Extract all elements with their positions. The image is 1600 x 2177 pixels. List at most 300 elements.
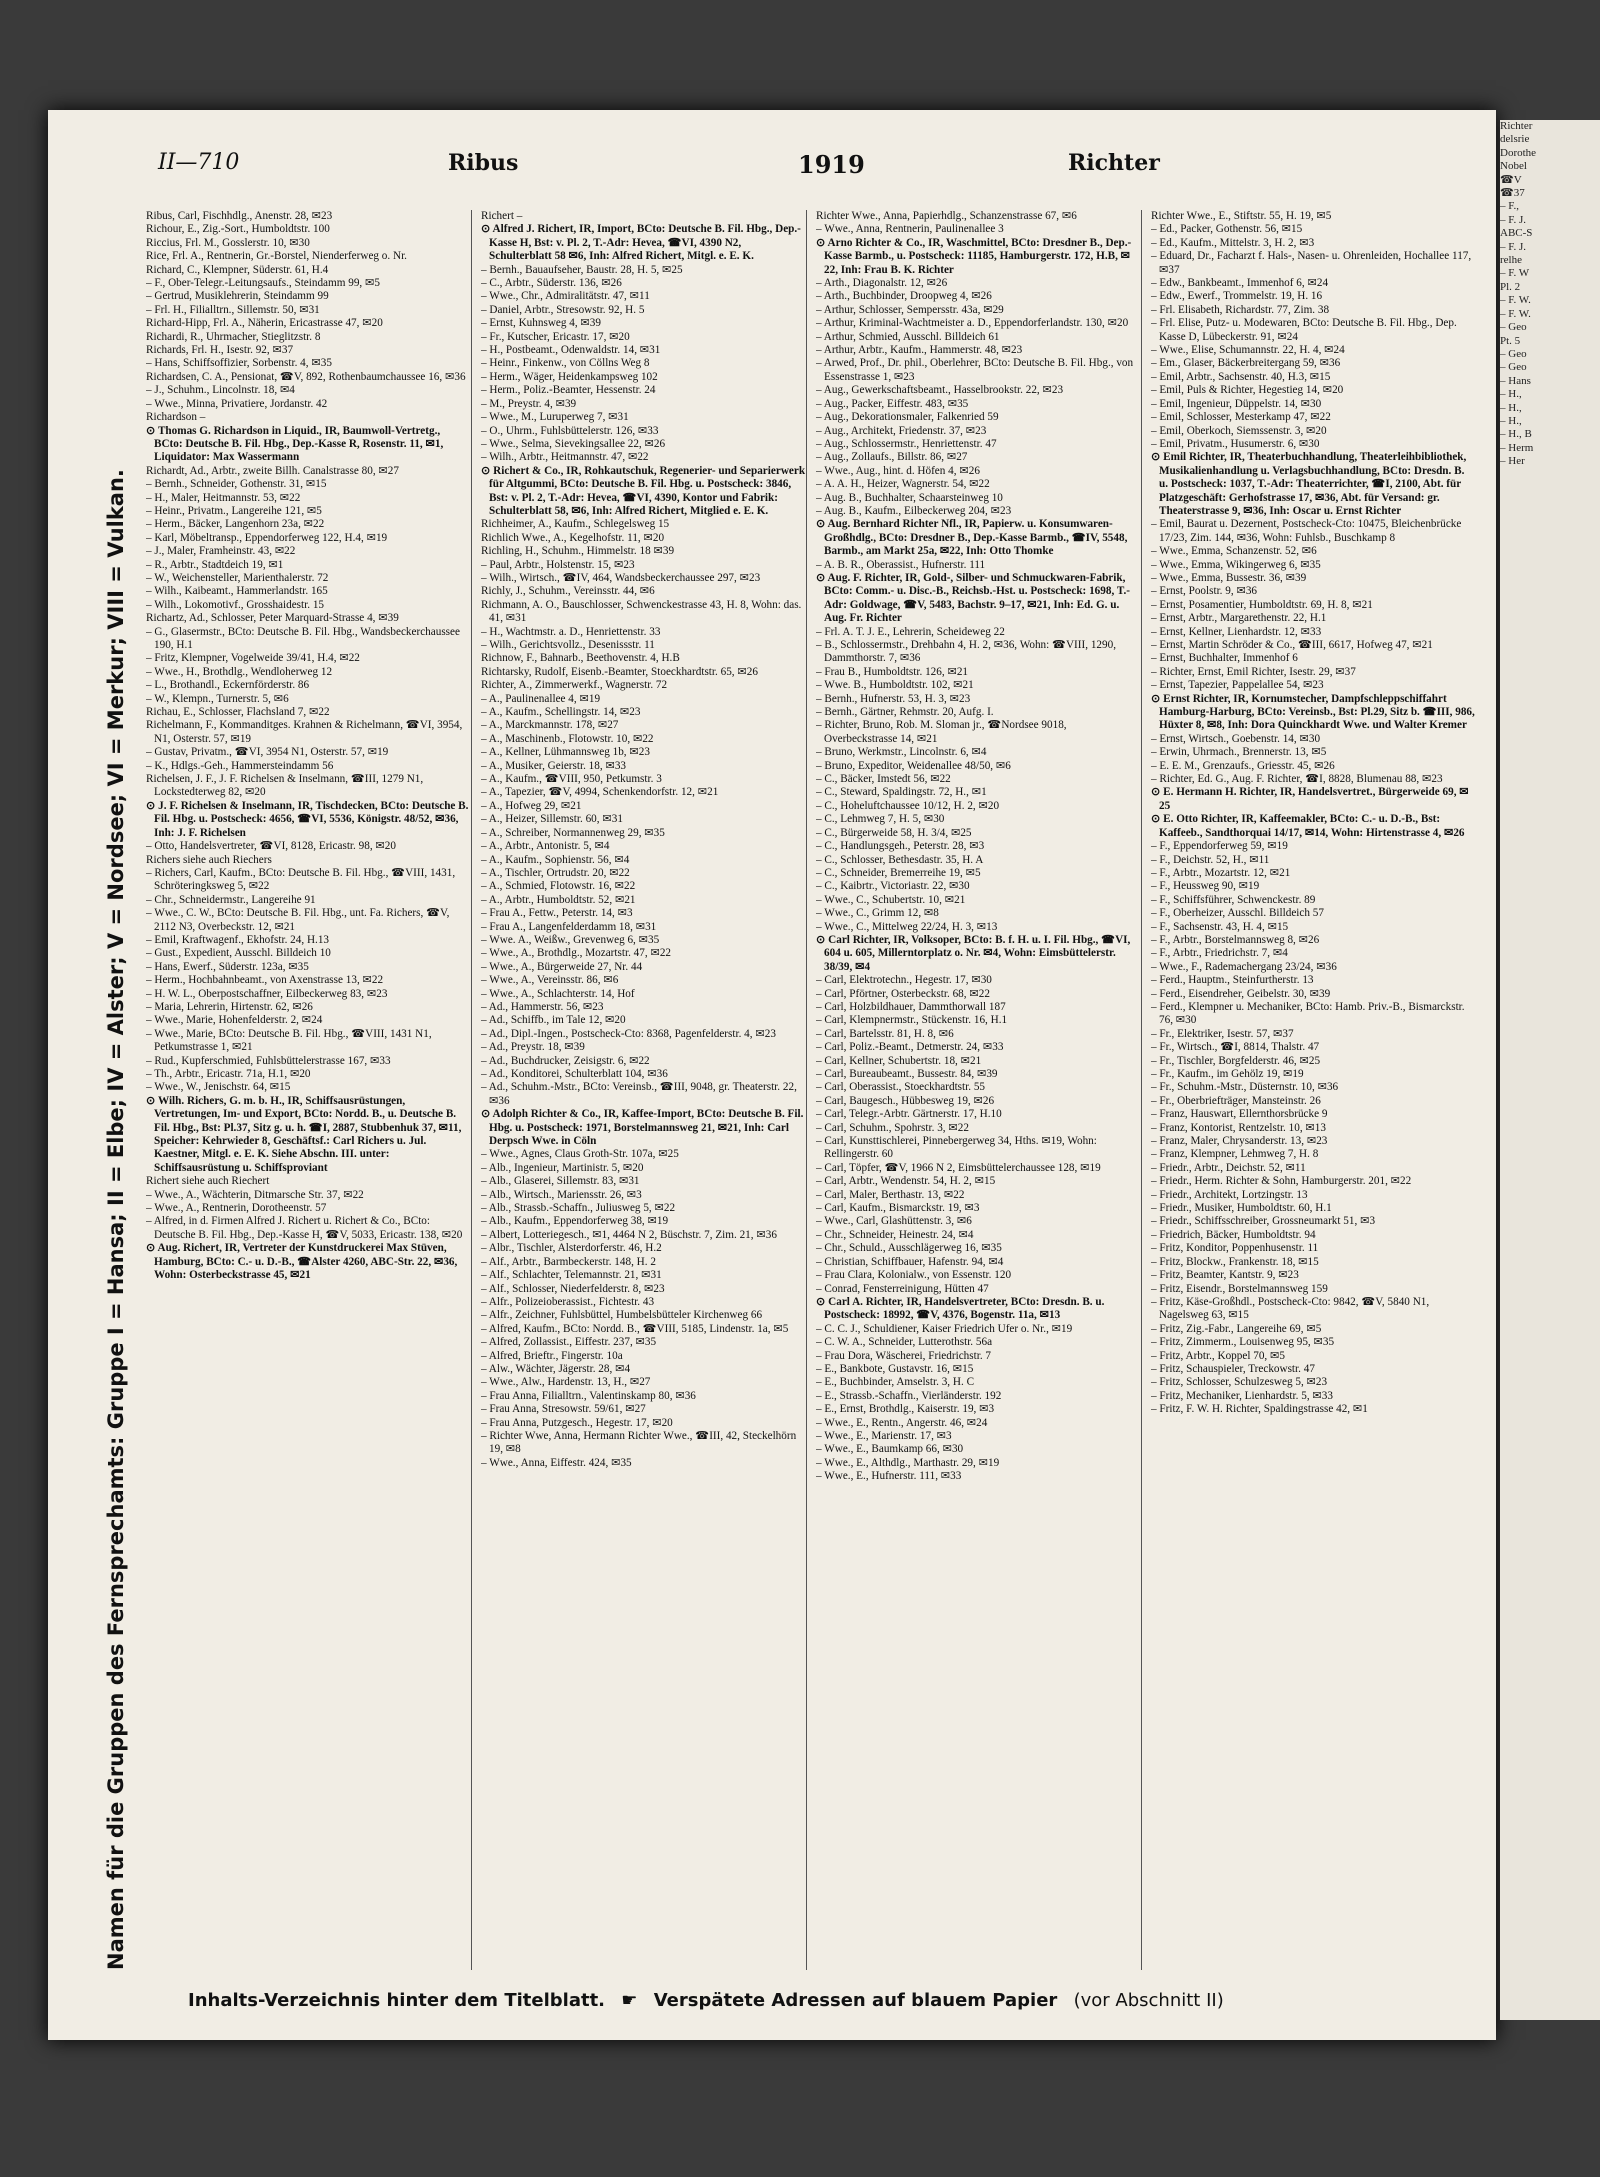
- directory-entry: ⊙ Alfred J. Richert, IR, Import, BCto: Deutsche B. Fil. Hbg., Dep.-Kasse H, Bst: v. Pl. 2, T.-Adr: Hevea, ☎VI, 4390 N2, Schulterblatt 58 ✉6, Inh: Alfred Richert, Mitgl. e. E. K.: [481, 223, 801, 263]
- next-page-fragment: – Herm: [1500, 441, 1534, 454]
- directory-entry: – Fritz, Konditor, Poppenhusenstr. 11: [1151, 1242, 1319, 1255]
- directory-entry: – E., Strassb.-Schaffn., Vierländerstr. 192: [816, 1389, 1002, 1402]
- directory-entry: – Edw., Bankbeamt., Immenhof 6, ✉24: [1151, 277, 1329, 290]
- directory-entry: – E., Ernst, Brothdlg., Kaiserstr. 19, ✉3: [816, 1403, 995, 1416]
- directory-entry: – Arthur, Schlosser, Sempersstr. 43a, ✉29: [816, 303, 1004, 316]
- directory-entry: – E., Buchbinder, Amselstr. 3, H. C: [816, 1376, 975, 1389]
- directory-entry: – Ernst, Kellner, Lienhardstr. 12, ✉33: [1151, 625, 1322, 638]
- directory-entry: – Gustav, Privatm., ☎VI, 3954 N1, Osterstr. 57, ✉19: [146, 746, 389, 759]
- directory-entry: – Wwe., Aug., hint. d. Höfen 4, ✉26: [816, 464, 980, 477]
- directory-entry: – Herm., Wäger, Heidenkampsweg 102: [481, 370, 658, 383]
- directory-page: [48, 110, 1496, 2040]
- directory-entry: – Ernst, Wirtsch., Goebenstr. 14, ✉30: [1151, 732, 1321, 745]
- directory-entry: – Wwe., F., Rademachergang 23/24, ✉36: [1151, 960, 1337, 973]
- directory-entry: – A., Marckmannstr. 178, ✉27: [481, 719, 619, 732]
- directory-entry: – Richter, Ed. G., Aug. F. Richter, ☎I, 8828, Blumenau 88, ✉23: [1151, 773, 1443, 786]
- directory-entry: – A., Paulinenallee 4, ✉19: [481, 692, 601, 705]
- directory-entry: Riccius, Frl. M., Gosslerstr. 10, ✉30: [146, 236, 310, 249]
- directory-entry: – J., Maler, Framheinstr. 43, ✉22: [146, 545, 296, 558]
- directory-entry: ⊙ Carl Richter, IR, Volksoper, BCto: B. f. H. u. I. Fil. Hbg., ☎VI, 604 u. 605, Millerntorplatz o. Nr. ✉4, Wohn: Eimsbüttelerstr. 38/39, ✉4: [816, 933, 1131, 973]
- directory-entry: – K., Hdlgs.-Geh., Hammersteindamm 56: [146, 759, 334, 772]
- directory-entry: – Friedr., Musiker, Humboldtstr. 60, H.1: [1151, 1202, 1332, 1215]
- directory-entry: – Alfred, Kaufm., BCto: Nordd. B., ☎VIII, 5185, Lindenstr. 1a, ✉5: [481, 1322, 789, 1335]
- directory-entry: – Ferd., Hauptm., Steinfurtherstr. 13: [1151, 974, 1314, 987]
- directory-entry: ⊙ J. F. Richelsen & Inselmann, IR, Tischdecken, BCto: Deutsche B. Fil. Hbg. u. Postscheck: 4656, ☎VI, 5536, Königstr. 48/52, ✉36, Inh: J. F. Richelsen: [146, 799, 469, 839]
- directory-entry: – Paul, Arbtr., Holstenstr. 15, ✉23: [481, 558, 635, 571]
- directory-entry: – Franz, Hauswart, Ellernthorsbrücke 9: [1151, 1108, 1328, 1121]
- directory-entry: – Fritz, Schlosser, Schulzesweg 5, ✉23: [1151, 1376, 1328, 1389]
- directory-entry: – Wwe., Emma, Bussestr. 36, ✉39: [1151, 571, 1307, 584]
- directory-entry: – Wwe., A., Vereinsstr. 86, ✉6: [481, 974, 619, 987]
- directory-entry: – Arth., Buchbinder, Droopweg 4, ✉26: [816, 290, 992, 303]
- directory-entry: – Wwe., Anna, Eiffestr. 424, ✉35: [481, 1456, 632, 1469]
- directory-entry: – Wwe., Carl, Glashüttenstr. 3, ✉6: [816, 1215, 972, 1228]
- directory-entry: – Ernst, Kuhnsweg 4, ✉39: [481, 317, 601, 330]
- next-page-fragment: – F. W.: [1500, 294, 1531, 307]
- directory-entry: – A., Tischler, Ortrudstr. 20, ✉22: [481, 866, 630, 879]
- directory-entry: – Fr., Wirtsch., ☎I, 8814, Thalstr. 47: [1151, 1041, 1320, 1054]
- directory-entry: – C., Steward, Spaldingstr. 72, H., ✉1: [816, 786, 987, 799]
- directory-entry: – Alf., Schlosser, Niederfelderstr. 8, ✉23: [481, 1282, 665, 1295]
- directory-entry: – Aug., Architekt, Friedenstr. 37, ✉23: [816, 424, 987, 437]
- next-page-fragment: – F. J.: [1500, 213, 1527, 226]
- directory-entry: ⊙ Ernst Richter, IR, Kornumstecher, Dampfschleppschiffahrt Hamburg-Harburg, BCto: Vereinsb., Bst: Pl.29, Sitz b. ☎III, 986, Hüxter 8, ✉8, Inh: Dora Quinckhardt Wwe. und Walter Kremer: [1151, 692, 1475, 732]
- directory-entry: – A., Kaufm., ☎VIII, 950, Petkumstr. 3: [481, 773, 662, 786]
- directory-entry: Richlich Wwe., A., Kegelhofstr. 11, ✉20: [481, 531, 665, 544]
- next-page-fragment: – Geo: [1500, 361, 1527, 374]
- directory-entry: – Frl. Elise, Putz- u. Modewaren, BCto: Deutsche B. Fil. Hbg., Dep. Kasse D, Lübeckerstr. 91, ✉24: [1151, 317, 1457, 343]
- directory-entry: ⊙ E. Otto Richter, IR, Kaffeemakler, BCto: C.- u. D.-B., Bst: Kaffeeb., Sandthorquai 14/17, ✉14, Wohn: Hirtenstrasse 4, ✉26: [1151, 813, 1465, 839]
- directory-entry: – Wwe., E., Rentn., Angerstr. 46, ✉24: [816, 1416, 988, 1429]
- directory-entry: – F., Arbtr., Friedrichstr. 7, ✉4: [1151, 947, 1288, 960]
- directory-entry: – Chr., Schneider, Heinestr. 24, ✉4: [816, 1228, 974, 1241]
- directory-entry: – A., Schreiber, Normannenweg 29, ✉35: [481, 826, 665, 839]
- directory-entry: – Ernst, Posamentier, Humboldtstr. 69, H. 8, ✉21: [1151, 598, 1373, 611]
- directory-entry: – O., Uhrm., Fuhlsbüttelerstr. 126, ✉33: [481, 424, 659, 437]
- directory-entry: – Chr., Schneidermstr., Langereihe 91: [146, 893, 316, 906]
- directory-entry: – Rud., Kupferschmied, Fuhlsbüttelerstrasse 167, ✉33: [146, 1054, 391, 1067]
- directory-column-2: [481, 210, 807, 1970]
- directory-entry: – Emil, Ingenieur, Düppelstr. 14, ✉30: [1151, 397, 1322, 410]
- directory-entry: ⊙ Emil Richter, IR, Theaterbuchhandlung, Theaterleihbibliothek, Musikalienhandlung u. Verlagsbuchhandlung, BCto: Dresdn. B. u. Postscheck: 1037, T.-Adr: Theaterrichter, ☎I, 2100, Abt. für Platzgeschäft: Gerhofstrasse 17, ✉36, Abt. für Versand: gr. Theaterstrasse 9, ✉36, Inh: Oscar u. Ernst Richter: [1151, 451, 1467, 517]
- directory-entry: – Fr., Schuhm.-Mstr., Düsternstr. 10, ✉36: [1151, 1081, 1339, 1094]
- directory-entry: – C., Bürgerweide 58, H. 3/4, ✉25: [816, 826, 972, 839]
- directory-entry: – Emil, Oberkoch, Siemssenstr. 3, ✉20: [1151, 424, 1327, 437]
- directory-entry: – Franz, Maler, Chrysanderstr. 13, ✉23: [1151, 1135, 1328, 1148]
- directory-entry: – C., Schlosser, Bethesdastr. 35, H. A: [816, 853, 984, 866]
- directory-entry: – Ad., Hammerstr. 56, ✉23: [481, 1000, 604, 1013]
- next-page-fragment: ☎V: [1500, 173, 1522, 186]
- directory-entry: – Arthur, Schmied, Ausschl. Billdeich 61: [816, 330, 1000, 343]
- directory-entry: – Wwe., A., Schlachterstr. 14, Hof: [481, 987, 635, 1000]
- directory-entry: – F., Heussweg 90, ✉19: [1151, 880, 1260, 893]
- directory-entry: – Bruno, Werkmstr., Lincolnstr. 6, ✉4: [816, 746, 987, 759]
- next-page-fragment: – H., B: [1500, 428, 1532, 441]
- directory-entry: Ribus, Carl, Fischhdlg., Anenstr. 28, ✉23: [146, 210, 333, 222]
- directory-column-4: [1151, 210, 1476, 1970]
- directory-entry: – Fritz, Beamter, Kantstr. 9, ✉23: [1151, 1269, 1299, 1282]
- directory-entry: – Wwe., C., Schubertstr. 10, ✉21: [816, 893, 966, 906]
- next-page-fragment: – Geo: [1500, 347, 1527, 360]
- directory-entry: – Carl, Elektrotechn., Hegestr. 17, ✉30: [816, 974, 992, 987]
- directory-entry: – Carl, Kunsttischlerei, Pinnebergerweg 34, Hths. ✉19, Wohn: Rellingerstr. 60: [816, 1135, 1097, 1161]
- directory-entry: – Carl, Schuhm., Spohrstr. 3, ✉22: [816, 1121, 969, 1134]
- directory-entry: Richheimer, A., Kaufm., Schlegelsweg 15: [481, 518, 670, 531]
- directory-entry: Richardi, R., Uhrmacher, Stieglitzstr. 8: [146, 330, 321, 343]
- directory-entry: – Alb., Strassb.-Schaffn., Juliusweg 5, ✉22: [481, 1202, 676, 1215]
- directory-entry: – Fr., Oberbriefträger, Mansteinstr. 26: [1151, 1094, 1321, 1107]
- directory-entry: – Friedr., Architekt, Lortzingstr. 13: [1151, 1188, 1308, 1201]
- directory-entry: – H., Postbeamt., Odenwaldstr. 14, ✉31: [481, 344, 661, 357]
- directory-entry: – Th., Arbtr., Ericastr. 71a, H.1, ✉20: [146, 1068, 311, 1080]
- directory-entry: – Alfred, Brieftr., Fingerstr. 10a: [481, 1349, 623, 1362]
- directory-entry: – A., Heizer, Sillemstr. 60, ✉31: [481, 813, 623, 826]
- directory-entry: – Carl, Baugesch., Hübbesweg 19, ✉26: [816, 1094, 995, 1107]
- directory-entry: – Wwe., C., Grimm 12, ✉8: [816, 907, 939, 920]
- directory-entry: – A. A. H., Heizer, Wagnerstr. 54, ✉22: [816, 478, 990, 491]
- directory-entry: – Emil, Puls & Richter, Hegestieg 14, ✉20: [1151, 384, 1344, 397]
- directory-entry: – Wwe., Selma, Sievekingsallee 22, ✉26: [481, 437, 666, 450]
- directory-entry: – A., Hofweg 29, ✉21: [481, 799, 582, 812]
- directory-entry: – Daniel, Arbtr., Stresowstr. 92, H. 5: [481, 303, 645, 316]
- directory-entry: – Bernh., Hufnerstr. 53, H. 3, ✉23: [816, 692, 971, 705]
- directory-entry: – Emil, Kraftwagenf., Ekhofstr. 24, H.13: [146, 933, 330, 946]
- directory-entry: – Wwe., M., Luruperweg 7, ✉31: [481, 411, 629, 424]
- directory-entry: – G., Glasermstr., BCto: Deutsche B. Fil. Hbg., Wandsbeckerchaussee 190, H.1: [146, 625, 460, 651]
- directory-entry: – Herm., Poliz.-Beamter, Hessenstr. 24: [481, 384, 656, 397]
- directory-entry: – Fritz, Zig.-Fabr., Langereihe 69, ✉5: [1151, 1322, 1322, 1335]
- directory-entry: – Albr., Tischler, Alsterdorferstr. 46, H.2: [481, 1242, 662, 1255]
- directory-entry: – Wwe., Marie, Hohenfelderstr. 2, ✉24: [146, 1014, 323, 1027]
- directory-entry: – Frau A., Fettw., Peterstr. 14, ✉3: [481, 907, 633, 920]
- directory-entry: – Richter Wwe, Anna, Hermann Richter Wwe., ☎III, 42, Steckelhörn 19, ✉8: [481, 1429, 797, 1456]
- directory-entry: – Franz, Kontorist, Rentzelstr. 10, ✉13: [1151, 1121, 1326, 1134]
- directory-entry: Richers siehe auch Riechers: [146, 853, 272, 866]
- directory-entry: – Ernst, Poolstr. 9, ✉36: [1151, 585, 1258, 598]
- directory-entry: – Carl, Telegr.-Arbtr. Gärtnerstr. 17, H.10: [816, 1108, 1002, 1121]
- page-header: [158, 150, 1476, 186]
- directory-columns: [146, 210, 1486, 1970]
- next-page-fragment: – H.,: [1500, 401, 1522, 414]
- next-page-fragment: – F. W: [1500, 267, 1530, 280]
- directory-entry: Richert siehe auch Riechert: [146, 1175, 270, 1188]
- directory-entry: – Wwe., A., Rentnerin, Dorotheenstr. 57: [146, 1202, 327, 1215]
- directory-entry: – A., Arbtr., Antonistr. 5, ✉4: [481, 840, 610, 853]
- directory-entry: – Aug., Packer, Eiffestr. 483, ✉35: [816, 397, 969, 410]
- directory-entry: – Emil, Arbtr., Sachsenstr. 40, H.3, ✉15: [1151, 370, 1331, 383]
- directory-entry: – A., Arbtr., Humboldtstr. 52, ✉21: [481, 893, 636, 906]
- directory-entry: – A. B. R., Oberassist., Hufnerstr. 111: [816, 558, 986, 571]
- directory-entry: – Otto, Handelsvertreter, ☎VI, 8128, Ericastr. 98, ✉20: [146, 840, 396, 853]
- next-page-edge: [1500, 120, 1600, 2020]
- directory-entry: Richard-Hipp, Frl. A., Näherin, Ericastrasse 47, ✉20: [146, 317, 383, 330]
- directory-entry: Richards, Frl. H., Isestr. 92, ✉37: [146, 344, 294, 357]
- directory-entry: – Fritz, Eisendr., Borstelmannsweg 159: [1151, 1282, 1328, 1295]
- directory-entry: – Alfr., Zeichner, Fuhlsbüttel, Humbelsbütteler Kirchenweg 66: [481, 1309, 763, 1322]
- directory-entry: – Alf., Schlachter, Telemannstr. 21, ✉31: [481, 1269, 662, 1282]
- directory-entry: – Ferd., Eisendreher, Geibelstr. 30, ✉39: [1151, 987, 1331, 1000]
- directory-entry: – Emil, Schlosser, Mesterkamp 47, ✉22: [1151, 411, 1331, 424]
- directory-entry: – F., Schiffsführer, Schwenckestr. 89: [1151, 893, 1316, 906]
- directory-entry: – Carl, Oberassist., Stoeckhardtstr. 55: [816, 1081, 986, 1094]
- directory-entry: – C., Bäcker, Imstedt 56, ✉22: [816, 773, 951, 786]
- directory-entry: – H., Maler, Heitmannstr. 53, ✉22: [146, 491, 301, 504]
- directory-entry: – Carl, Bureaubeamt., Bussestr. 84, ✉39: [816, 1068, 998, 1080]
- telephone-groups-sidebar: [48, 210, 128, 1970]
- directory-entry: Richter, A., Zimmerwerkf., Wagnerstr. 72: [481, 679, 668, 692]
- directory-entry: – W., Weichensteller, Marienthalerstr. 72: [146, 571, 329, 584]
- directory-entry: – F., Sachsenstr. 43, H. 4, ✉15: [1151, 920, 1289, 933]
- directory-entry: Rice, Frl. A., Rentnerin, Gr.-Borstel, Nienderferweg o. Nr.: [146, 250, 407, 263]
- directory-entry: – Erwin, Uhrmach., Brennerstr. 13, ✉5: [1151, 746, 1327, 759]
- directory-entry: – Alfred, Zollassist., Eiffestr. 237, ✉35: [481, 1336, 657, 1349]
- directory-entry: – Frau Anna, Stresowstr. 59/61, ✉27: [481, 1403, 646, 1416]
- directory-entry: – Frl. H., Filialltrn., Sillemstr. 50, ✉31: [146, 303, 320, 316]
- directory-entry: Richter Wwe., E., Stiftstr. 55, H. 19, ✉5: [1151, 210, 1332, 222]
- directory-entry: – Friedr., Arbtr., Deichstr. 52, ✉11: [1151, 1161, 1306, 1174]
- directory-entry: – C., Schneider, Bremerreihe 19, ✉5: [816, 866, 981, 879]
- directory-entry: – Wwe., H., Brothdlg., Wendloherweg 12: [146, 665, 333, 678]
- directory-entry: Richardt, Ad., Arbtr., zweite Billh. Canalstrasse 80, ✉27: [146, 464, 399, 477]
- directory-entry: – Fritz, Käse-Großhdl., Postscheck-Cto: 9842, ☎V, 5840 N1, Nagelsweg 63, ✉15: [1151, 1295, 1430, 1322]
- directory-entry: – H. W. L., Oberpostschaffner, Eilbeckerweg 83, ✉23: [146, 987, 388, 1000]
- pointing-hand-icon: ☛: [621, 1990, 638, 2011]
- next-page-fragment: Pt. 5: [1500, 334, 1521, 347]
- directory-entry: – Em., Glaser, Bäckerbreitergang 59, ✉36: [1151, 357, 1341, 370]
- directory-entry: – Wwe., E., Althdlg., Marthastr. 29, ✉19: [816, 1456, 1000, 1469]
- directory-entry: Richelsen, J. F., J. F. Richelsen & Inselmann, ☎III, 1279 N1, Lockstedterweg 82, ✉20: [146, 773, 424, 799]
- directory-entry: – Frl. Elisabeth, Richardstr. 77, Zim. 38: [1151, 303, 1330, 316]
- footer-late-addresses: Verspätete Adressen auf blauem Papier: [653, 1990, 1058, 2011]
- directory-entry: – C. C. J., Schuldiener, Kaiser Friedrich Ufer o. Nr., ✉19: [816, 1322, 1073, 1335]
- directory-entry: – Frau Anna, Putzgesch., Hegestr. 17, ✉20: [481, 1416, 673, 1429]
- directory-entry: – Emil, Privatm., Husumerstr. 6, ✉30: [1151, 437, 1320, 450]
- directory-entry: – Frau A., Langenfelderdamm 18, ✉31: [481, 920, 657, 933]
- directory-entry: – H., Wachtmstr. a. D., Henriettenstr. 33: [481, 625, 661, 638]
- directory-entry: – Wwe., Emma, Wikingerweg 6, ✉35: [1151, 558, 1321, 571]
- directory-entry: Richardson –: [146, 411, 206, 424]
- next-page-fragment: Dorothe: [1500, 146, 1537, 159]
- next-page-fragment: – F. J.: [1500, 240, 1527, 253]
- next-page-fragment: delsrie: [1500, 133, 1530, 146]
- directory-entry: – A., Schmied, Flotowstr. 16, ✉22: [481, 880, 636, 893]
- directory-entry: – A., Kaufm., Sophienstr. 56, ✉4: [481, 853, 630, 866]
- directory-entry: – Frau Clara, Kolonialw., von Essenstr. 120: [816, 1269, 1012, 1282]
- directory-entry: – Edw., Ewerf., Trommelstr. 19, H. 16: [1151, 290, 1323, 303]
- directory-entry: – Wwe., Elise, Schumannstr. 22, H. 4, ✉24: [1151, 344, 1345, 357]
- next-page-fragment: – Geo: [1500, 321, 1527, 334]
- directory-entry: – Richter, Ernst, Emil Richter, Isestr. 29, ✉37: [1151, 665, 1356, 678]
- directory-entry: – Wwe., Emma, Schanzenstr. 52, ✉6: [1151, 545, 1317, 558]
- directory-entry: – A., Kaufm., Schellingstr. 14, ✉23: [481, 706, 641, 719]
- directory-entry: – C. W. A., Schneider, Lutterothstr. 56a: [816, 1336, 993, 1349]
- directory-entry: – Fritz, Mechaniker, Lienhardstr. 5, ✉33: [1151, 1389, 1333, 1402]
- directory-entry: – Bernh., Bauaufseher, Baustr. 28, H. 5, ✉25: [481, 263, 683, 276]
- directory-entry: Richau, E., Schlosser, Flachsland 7, ✉22: [146, 706, 330, 719]
- directory-entry: – Karl, Möbeltransp., Eppendorferweg 122, H.4, ✉19: [146, 531, 388, 544]
- left-keyword: Ribus: [448, 150, 519, 176]
- directory-entry: Richling, H., Schuhm., Himmelstr. 18 ✉39: [481, 545, 675, 558]
- directory-entry: – Ad., Buchdrucker, Zeisigstr. 6, ✉22: [481, 1054, 650, 1067]
- directory-entry: – Wilh., Lokomotivf., Grosshaidestr. 15: [146, 598, 325, 611]
- directory-entry: – Fr., Tischler, Borgfelderstr. 46, ✉25: [1151, 1054, 1321, 1067]
- directory-entry: – E. E. M., Grenzaufs., Griesstr. 45, ✉26: [1151, 759, 1335, 772]
- directory-column-3: [816, 210, 1142, 1970]
- directory-entry: – Ernst, Tapezier, Pappelallee 54, ✉23: [1151, 679, 1324, 692]
- directory-entry: – Conrad, Fensterreinigung, Hütten 47: [816, 1282, 989, 1295]
- next-page-fragment: relhe: [1500, 254, 1522, 267]
- directory-entry: – Arwed, Prof., Dr. phil., Oberlehrer, BCto: Deutsche B. Fil. Hbg., von Essenstrasse 1, ✉23: [816, 357, 1134, 383]
- directory-entry: – Arthur, Arbtr., Kaufm., Hammerstr. 48, ✉23: [816, 344, 1023, 357]
- directory-entry: – L., Brothandl., Eckernförderstr. 86: [146, 679, 310, 692]
- next-page-fragment: Pl. 2: [1500, 280, 1521, 293]
- directory-entry: – Ferd., Klempner u. Mechaniker, BCto: Hamb. Priv.-B., Bismarckstr. 76, ✉30: [1151, 1000, 1465, 1027]
- directory-entry: – W., Klempn., Turnerstr. 5, ✉6: [146, 692, 289, 705]
- directory-entry: – Fritz, Zimmerm., Louisenweg 95, ✉35: [1151, 1336, 1335, 1349]
- directory-entry: – Aug., Schlossermstr., Henriettenstr. 47: [816, 437, 997, 450]
- directory-entry: – Aug. B., Kaufm., Eilbeckerweg 204, ✉23: [816, 504, 1012, 517]
- directory-entry: – Carl, Klempnermstr., Stückenstr. 16, H.1: [816, 1014, 1008, 1027]
- directory-entry: – Alf., Arbtr., Barmbeckerstr. 148, H. 2: [481, 1255, 656, 1268]
- directory-entry: – Heinr., Finkenw., von Cöllns Weg 8: [481, 357, 650, 370]
- directory-entry: – Carl, Holzbildhauer, Dammthorwall 187: [816, 1000, 1006, 1013]
- directory-entry: – C., Hoheluftchaussee 10/12, H. 2, ✉20: [816, 799, 1000, 812]
- directory-entry: Richnow, F., Bahnarb., Beethovenstr. 4, H.B: [481, 652, 680, 665]
- directory-entry: ⊙ Richert & Co., IR, Rohkautschuk, Regenerier- und Separierwerk für Altgummi, BCto: Deutsche B. Fil. Hbg. u. Postscheck: 3846, Bst: v. Pl. 2, T.-Adr: Hevea, ☎VI, 4390, Kontor und Fabrik: Schulterblatt 58, ✉6, Inh: Alfred Richert, Mitglied e. E. K.: [481, 464, 806, 517]
- directory-entry: – Alw., Wächter, Jägerstr. 28, ✉4: [481, 1362, 631, 1375]
- directory-entry: – Alb., Glaserei, Sillemstr. 83, ✉31: [481, 1175, 640, 1188]
- directory-entry: – Wwe., Alw., Hardenstr. 13, H., ✉27: [481, 1376, 651, 1389]
- directory-entry: – Fritz, Schauspieler, Treckowstr. 47: [1151, 1362, 1315, 1375]
- directory-entry: – Aug., Dekorationsmaler, Falkenried 59: [816, 411, 999, 424]
- directory-entry: – Fritz, F. W. H. Richter, Spaldingstrasse 42, ✉1: [1151, 1403, 1368, 1416]
- directory-entry: – Alfr., Polizeioberassist., Fichtestr. 43: [481, 1295, 655, 1308]
- directory-entry: – Frau Anna, Filialltrn., Valentinskamp 80, ✉36: [481, 1389, 696, 1402]
- telephone-groups-text: Namen für die Gruppen des Fernsprechamts: Gruppe I = Hansa; II = Elbe; IV = Alster; V = Nordsee; VI = Merkur; VIII = Vulkan.: [104, 469, 128, 1970]
- directory-entry: ⊙ E. Hermann H. Richter, IR, Handelsvertret., Bürgerweide 69, ✉25: [1151, 786, 1469, 812]
- directory-entry: – Arthur, Kriminal-Wachtmeister a. D., Eppendorferlandstr. 130, ✉20: [816, 317, 1129, 330]
- directory-entry: – Ernst, Buchhalter, Immenhof 6: [1151, 652, 1298, 665]
- directory-entry: ⊙ Carl A. Richter, IR, Handelsvertreter, BCto: Dresdn. B. u. Postscheck: 18992, ☎V, 4376, Bogenstr. 11a, ✉13: [816, 1295, 1105, 1322]
- directory-entry: – Eduard, Dr., Facharzt f. Hals-, Nasen- u. Ohrenleiden, Hochallee 117, ✉37: [1151, 250, 1472, 276]
- directory-entry: – Bernh., Gärtner, Rehmstr. 20, Aufg. I.: [816, 706, 994, 719]
- directory-entry: – F., Eppendorferweg 59, ✉19: [1151, 840, 1288, 853]
- next-page-fragment: ☎37: [1500, 187, 1525, 200]
- directory-entry: – Ad., Preystr. 18, ✉39: [481, 1041, 585, 1054]
- directory-entry: – C., Lehmweg 7, H. 5, ✉30: [816, 813, 945, 826]
- directory-entry: – Wwe., Agnes, Claus Groth-Str. 107a, ✉25: [481, 1148, 679, 1161]
- directory-entry: – Bernh., Schneider, Gothenstr. 31, ✉15: [146, 478, 327, 491]
- directory-entry: – R., Arbtr., Stadtdeich 19, ✉1: [146, 558, 284, 571]
- directory-entry: – Frau Dora, Wäscherei, Friedrichstr. 7: [816, 1349, 992, 1362]
- directory-entry: – Fritz, Arbtr., Koppel 70, ✉5: [1151, 1349, 1285, 1362]
- directory-entry: – Fritz, Blockw., Frankenstr. 18, ✉15: [1151, 1255, 1319, 1268]
- next-page-fragment: Nobel: [1500, 160, 1527, 173]
- directory-entry: – Alb., Kaufm., Eppendorferweg 38, ✉19: [481, 1215, 669, 1228]
- directory-entry: – Carl, Kellner, Schubertstr. 18, ✉21: [816, 1054, 982, 1067]
- footer-section-note: (vor Abschnitt II): [1073, 1990, 1224, 2011]
- directory-entry: – A., Tapezier, ☎V, 4994, Schenkendorfstr. 12, ✉21: [481, 786, 719, 799]
- directory-entry: – Wwe. B., Humboldtstr. 102, ✉21: [816, 679, 974, 692]
- directory-entry: – Gertrud, Musiklehrerin, Steindamm 99: [146, 290, 329, 303]
- right-keyword: Richter: [1068, 150, 1160, 176]
- directory-entry: – Ad., Schiffb., im Tale 12, ✉20: [481, 1014, 626, 1027]
- next-page-fragment: Richter: [1500, 120, 1533, 132]
- directory-entry: – Friedrich, Bäcker, Humboldtstr. 94: [1151, 1228, 1316, 1241]
- directory-entry: – Carl, Arbtr., Wendenstr. 54, H. 2, ✉15: [816, 1175, 996, 1188]
- directory-entry: – Wwe., Chr., Admiralitätstr. 47, ✉11: [481, 290, 650, 303]
- directory-entry: – Friedr., Herm. Richter & Sohn, Hamburgerstr. 201, ✉22: [1151, 1175, 1412, 1188]
- directory-entry: – Bruno, Expeditor, Weidenallee 48/50, ✉6: [816, 759, 1011, 772]
- directory-entry: – Wwe., C. W., BCto: Deutsche B. Fil. Hbg., unt. Fa. Richers, ☎V, 2112 N3, Overbeckstr. 12, ✉21: [146, 907, 450, 933]
- directory-entry: – Carl, Pförtner, Osterbeckstr. 68, ✉22: [816, 987, 990, 1000]
- directory-entry: – Alb., Ingenieur, Martinistr. 5, ✉20: [481, 1161, 644, 1174]
- directory-entry: ⊙ Thomas G. Richardson in Liquid., IR, Baumwoll-Vertretg., BCto: Deutsche B. Fil. Hbg., Dep.-Kasse R, Rosenstr. 11, ✉1, Liquidator: Max Wassermann: [146, 424, 444, 464]
- directory-entry: – Friedr., Schiffsschreiber, Grossneumarkt 51, ✉3: [1151, 1215, 1376, 1228]
- directory-entry: – Albert, Lotteriegesch., ✉1, 4464 N 2, Büschstr. 7, Zim. 21, ✉36: [481, 1228, 777, 1241]
- next-page-fragment: ABC-S: [1500, 227, 1533, 240]
- year-heading: 1919: [798, 150, 865, 179]
- directory-entry: Richmann, A. O., Bauschlosser, Schwenckestrasse 43, H. 8, Wohn: das. 41, ✉31: [481, 598, 802, 625]
- directory-entry: – Wwe., E., Baumkamp 66, ✉30: [816, 1443, 964, 1456]
- next-page-fragment: – F. W.: [1500, 307, 1531, 320]
- directory-entry: – Aug., Gewerkschaftsbeamt., Hasselbrookstr. 22, ✉23: [816, 384, 1064, 397]
- directory-entry: – Wilh., Kaibeamt., Hammerlandstr. 165: [146, 585, 328, 598]
- next-page-fragment: – Her: [1500, 455, 1525, 468]
- directory-entry: – Heinr., Privatm., Langereihe 121, ✉5: [146, 504, 322, 517]
- directory-entry: – Carl, Töpfer, ☎V, 1966 N 2, Eimsbüttelerchaussee 128, ✉19: [816, 1161, 1101, 1174]
- directory-entry: – Ed., Packer, Gothenstr. 56, ✉15: [1151, 223, 1303, 236]
- directory-entry: – E., Bankbote, Gustavstr. 16, ✉15: [816, 1362, 974, 1375]
- directory-entry: – Ernst, Arbtr., Margarethenstr. 22, H.1: [1151, 612, 1327, 625]
- directory-entry: – Herm., Hochbahnbeamt., von Axenstrasse 13, ✉22: [146, 974, 384, 987]
- directory-entry: – Fr., Kaufm., im Gehölz 19, ✉19: [1151, 1068, 1304, 1080]
- directory-entry: – Ad., Schuhm.-Mstr., BCto: Vereinsb., ☎III, 9048, gr. Theaterstr. 22, ✉36: [481, 1081, 797, 1107]
- directory-entry: – Wilh., Wirtsch., ☎IV, 464, Wandsbeckerchaussee 297, ✉23: [481, 571, 761, 584]
- directory-entry: – Wwe., Anna, Rentnerin, Paulinenallee 3: [816, 223, 1004, 236]
- directory-entry: Richly, J., Schuhm., Vereinsstr. 44, ✉6: [481, 585, 655, 598]
- directory-entry: Richelmann, F., Kommanditges. Krahnen & Richelmann, ☎VI, 3954, N1, Osterstr. 57, ✉19: [146, 719, 463, 745]
- directory-entry: – Wilh., Arbtr., Heitmannstr. 47, ✉22: [481, 451, 649, 464]
- directory-entry: – Fritz, Klempner, Vogelweide 39/41, H.4, ✉22: [146, 652, 360, 665]
- directory-entry: – M., Preystr. 4, ✉39: [481, 397, 577, 410]
- directory-entry: – Gust., Expedient, Ausschl. Billdeich 10: [146, 947, 331, 960]
- directory-entry: – Wwe., A., Brothdlg., Mozartstr. 47, ✉22: [481, 947, 672, 960]
- directory-entry: Richardsen, C. A., Pensionat, ☎V, 892, Rothenbaumchaussee 16, ✉36: [146, 370, 466, 383]
- directory-entry: – Carl, Bartelsstr. 81, H. 8, ✉6: [816, 1027, 954, 1040]
- directory-entry: – Aug. B., Buchhalter, Schaarsteinweg 10: [816, 491, 1003, 504]
- directory-entry: Richter Wwe., Anna, Papierhdlg., Schanzenstrasse 67, ✉6: [816, 210, 1077, 222]
- directory-entry: – A., Musiker, Geierstr. 18, ✉33: [481, 759, 627, 772]
- directory-entry: ⊙ Aug. Richert, IR, Vertreter der Kunstdruckerei Max Stüven, Hamburg, BCto: C.- u. D.-B., ☎Alster 4260, ABC-Str. 22, ✉36, Wohn: Osterbeckstrasse 45, ✉21: [146, 1242, 458, 1282]
- directory-entry: – Herm., Bäcker, Langenhorn 23a, ✉22: [146, 518, 325, 531]
- directory-entry: ⊙ Adolph Richter & Co., IR, Kaffee-Import, BCto: Deutsche B. Fil. Hbg. u. Postscheck: 1971, Borstelmannsweg 21, ✉21, Inh: Carl Derpsch Wwe. in Cöln: [481, 1108, 804, 1148]
- directory-entry: – Wwe., A., Wächterin, Ditmarsche Str. 37, ✉22: [146, 1188, 364, 1201]
- directory-entry: – C., Handlungsgeh., Peterstr. 28, ✉3: [816, 840, 985, 853]
- directory-entry: – Frau B., Humboldtstr. 126, ✉21: [816, 665, 969, 678]
- directory-entry: – Wwe., A., Bürgerweide 27, Nr. 44: [481, 960, 643, 973]
- directory-entry: – Aug., Zollaufs., Billstr. 86, ✉27: [816, 451, 968, 464]
- directory-entry: – F., Arbtr., Mozartstr. 12, ✉21: [1151, 866, 1291, 879]
- directory-entry: – Christian, Schiffbauer, Hafenstr. 94, ✉4: [816, 1255, 1004, 1268]
- directory-entry: – F., Deichstr. 52, H., ✉11: [1151, 853, 1270, 866]
- directory-entry: – Ernst, Martin Schröder & Co., ☎III, 6617, Hofweg 47, ✉21: [1151, 639, 1433, 651]
- directory-entry: ⊙ Wilh. Richers, G. m. b. H., IR, Schiffsausrüstungen, Vertretungen, Im- und Export, BCto: Nordd. B., u. Deutsche B. Fil. Hbg., Bst: Pl.37, Sitz g. u. h. ☎I, 2887, Stubbenhuk 37, ✉11, Speicher: Kehrwieder 8, Geschäftsf.: Carl Richers u. Jul. Kaestner, Mitgl. e. E. K. Siehe Abschn. III. unter: Schiffsausrüstung u. Schiffsproviant: [146, 1094, 462, 1174]
- directory-entry: – Carl, Maler, Berthastr. 13, ✉22: [816, 1188, 965, 1201]
- directory-entry: – Arth., Diagonalstr. 12, ✉26: [816, 277, 948, 290]
- directory-entry: – C., Kaibrtr., Victoriastr. 22, ✉30: [816, 880, 970, 893]
- directory-entry: Richtarsky, Rudolf, Eisenb.-Beamter, Stoeckhardtstr. 65, ✉26: [481, 665, 758, 678]
